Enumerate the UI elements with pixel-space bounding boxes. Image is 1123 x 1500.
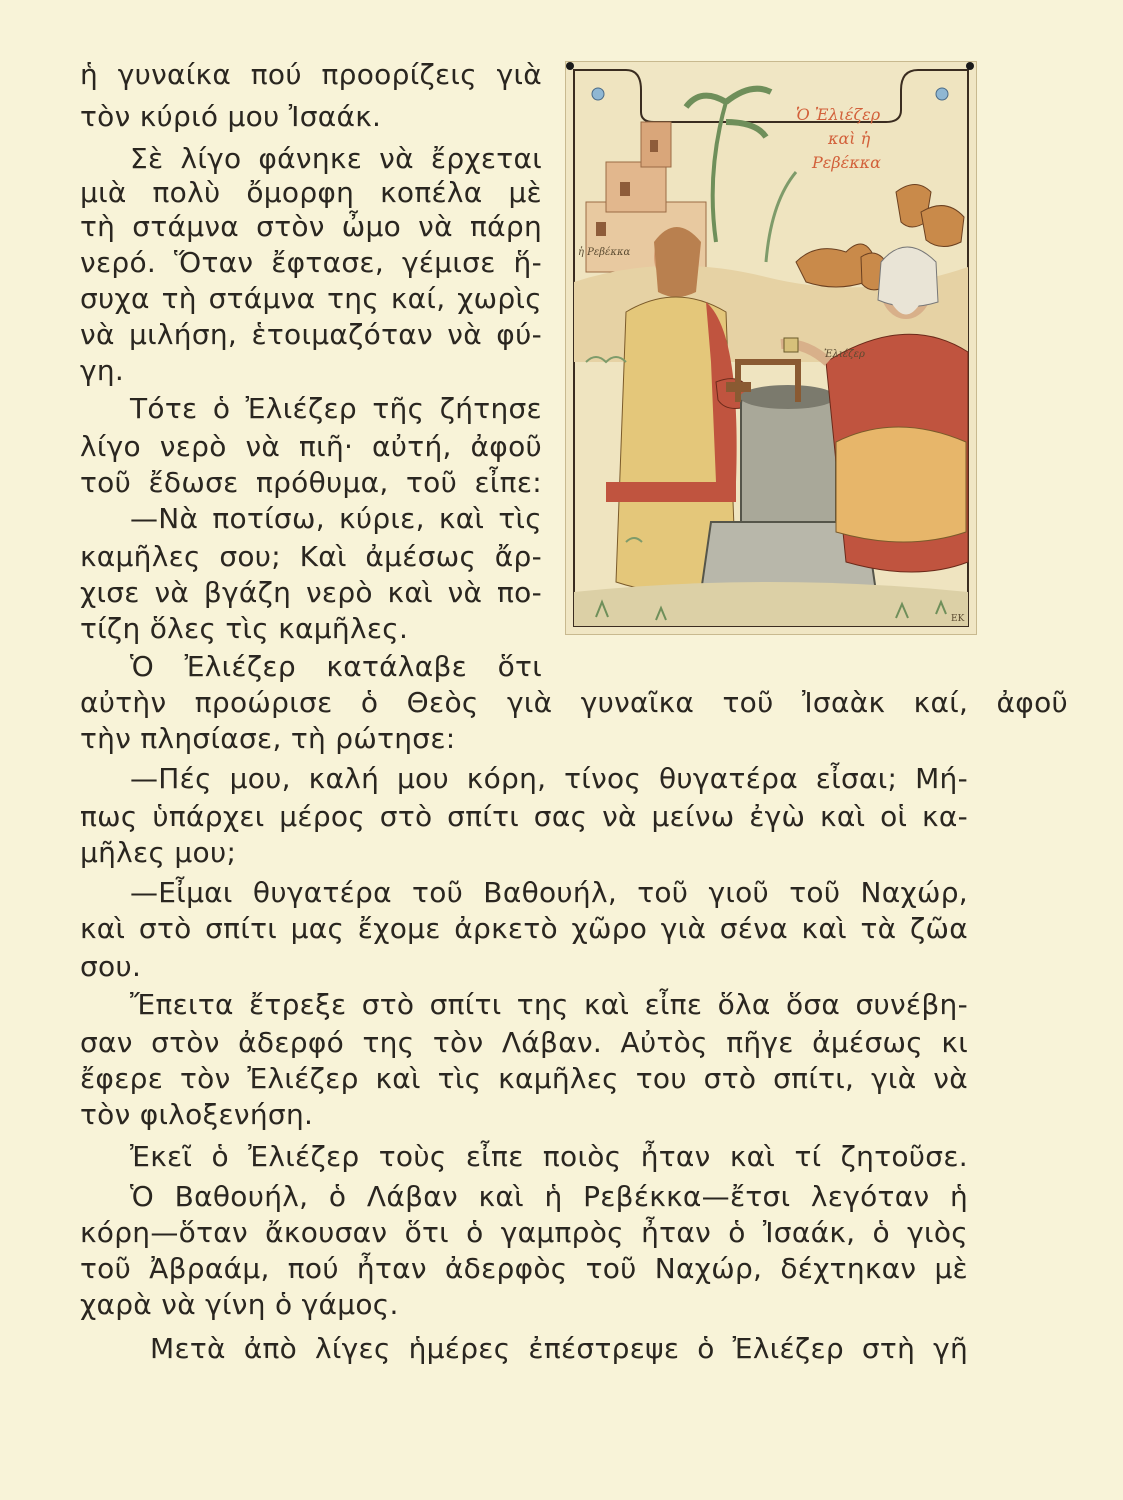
text-line: χισε νὰ βγάζη νερὸ καὶ νὰ πο- xyxy=(80,576,542,609)
text-line: ἔφερε τὸν Ἐλιέζερ καὶ τὶς καμῆλες του στὸ σπίτι, γιὰ νὰ xyxy=(80,1062,968,1095)
label-eliezer: Ἐλιέζερ xyxy=(824,349,865,360)
text-line: μιὰ πολὺ ὄμορφη κοπέλα μὲ xyxy=(80,176,542,209)
text-line: τὸν φιλοξενήση. xyxy=(80,1098,314,1131)
text-line: Ἔπειτα ἔτρεξε στὸ σπίτι της καὶ εἶπε ὅλα ὅσα συνέβη- xyxy=(130,988,968,1021)
illustration-artwork xyxy=(566,62,976,634)
illustration-eliezer-rebekah xyxy=(566,62,976,634)
text-line: νὰ μιλήση, ἑτοιμαζόταν νὰ φύ- xyxy=(80,318,542,351)
text-line: τοῦ Ἀβραάμ, πού ἦταν ἀδερφὸς τοῦ Ναχώρ, δέχτηκαν μὲ xyxy=(80,1252,968,1285)
text-line: —Εἶμαι θυγατέρα τοῦ Βαθουήλ, τοῦ γιοῦ τοῦ Ναχώρ, xyxy=(130,876,968,909)
text-line: τὸν κύριό μου Ἰσαάκ. xyxy=(80,100,382,133)
text-line: —Νὰ ποτίσω, κύριε, καὶ τὶς xyxy=(130,502,542,535)
text-line: λίγο νερὸ νὰ πιῆ· αὐτή, ἀφοῦ xyxy=(80,430,542,463)
text-line: χαρὰ νὰ γίνη ὁ γάμος. xyxy=(80,1288,399,1321)
text-line: Σὲ λίγο φάνηκε νὰ ἔρχεται xyxy=(130,142,542,175)
text-line: τὴ στάμνα στὸν ὦμο νὰ πάρη xyxy=(80,210,542,243)
text-line: πως ὑπάρχει μέρος στὸ σπίτι σας νὰ μείνω ἐγὼ καὶ οἱ κα- xyxy=(80,800,968,833)
text-line: τὴν πλησίασε, τὴ ρώτησε: xyxy=(80,722,456,755)
artist-signature: ΕΚ xyxy=(951,614,965,624)
text-line: Μετὰ ἀπὸ λίγες ἡμέρες ἐπέστρεψε ὁ Ἐλιέζερ στὴ γῆ xyxy=(150,1332,968,1365)
text-line: καὶ στὸ σπίτι μας ἔχομε ἀρκετὸ χῶρο γιὰ σένα καὶ τὰ ζῶα xyxy=(80,912,968,945)
text-line: σου. xyxy=(80,950,142,983)
text-line: μῆλες μου; xyxy=(80,836,237,869)
illustration-title-line: Ρεβέκκα xyxy=(812,153,881,172)
text-line: τίζη ὅλες τὶς καμῆλες. xyxy=(80,612,409,645)
text-line: Ὁ Ἐλιέζερ κατάλαβε ὅτι xyxy=(130,650,542,683)
text-line: Ἐκεῖ ὁ Ἐλιέζερ τοὺς εἶπε ποιὸς ἦταν καὶ τί ζητοῦσε. xyxy=(130,1140,968,1173)
text-line: Τότε ὁ Ἐλιέζερ τῆς ζήτησε xyxy=(130,392,542,425)
text-line: αὐτὴν προώρισε ὁ Θεὸς γιὰ γυναῖκα τοῦ Ἰσαὰκ καί, ἀφοῦ xyxy=(80,686,1068,719)
illustration-title-line: Ὁ Ἐλιέζερ xyxy=(796,105,881,124)
text-line: τοῦ ἔδωσε πρόθυμα, τοῦ εἶπε: xyxy=(80,466,542,499)
text-line: Ὁ Βαθουήλ, ὁ Λάβαν καὶ ἡ Ρεβέκκα—ἔτσι λεγόταν ἡ xyxy=(130,1180,968,1213)
text-line: συχα τὴ στάμνα της καί, χωρὶς xyxy=(80,282,542,315)
text-line: νερό. Ὅταν ἔφτασε, γέμισε ἥ- xyxy=(80,246,542,279)
label-rebekah: ἡ Ρεβέκκα xyxy=(578,247,631,258)
text-line: καμῆλες σου; Καὶ ἀμέσως ἄρ- xyxy=(80,540,542,573)
text-line: κόρη—ὅταν ἄκουσαν ὅτι ὁ γαμπρὸς ἦταν ὁ Ἰσαάκ, ὁ γιὸς xyxy=(80,1216,968,1249)
text-line: γη. xyxy=(80,354,125,387)
illustration-title-line: καὶ ἡ xyxy=(828,129,871,148)
text-line: —Πές μου, καλή μου κόρη, τίνος θυγατέρα εἶσαι; Μή- xyxy=(130,762,968,795)
text-line: σαν στὸν ἀδερφό της τὸν Λάβαν. Αὐτὸς πῆγε ἀμέσως κι xyxy=(80,1026,968,1059)
text-line: ἡ γυναίκα πού προορίζεις γιὰ xyxy=(80,58,542,91)
